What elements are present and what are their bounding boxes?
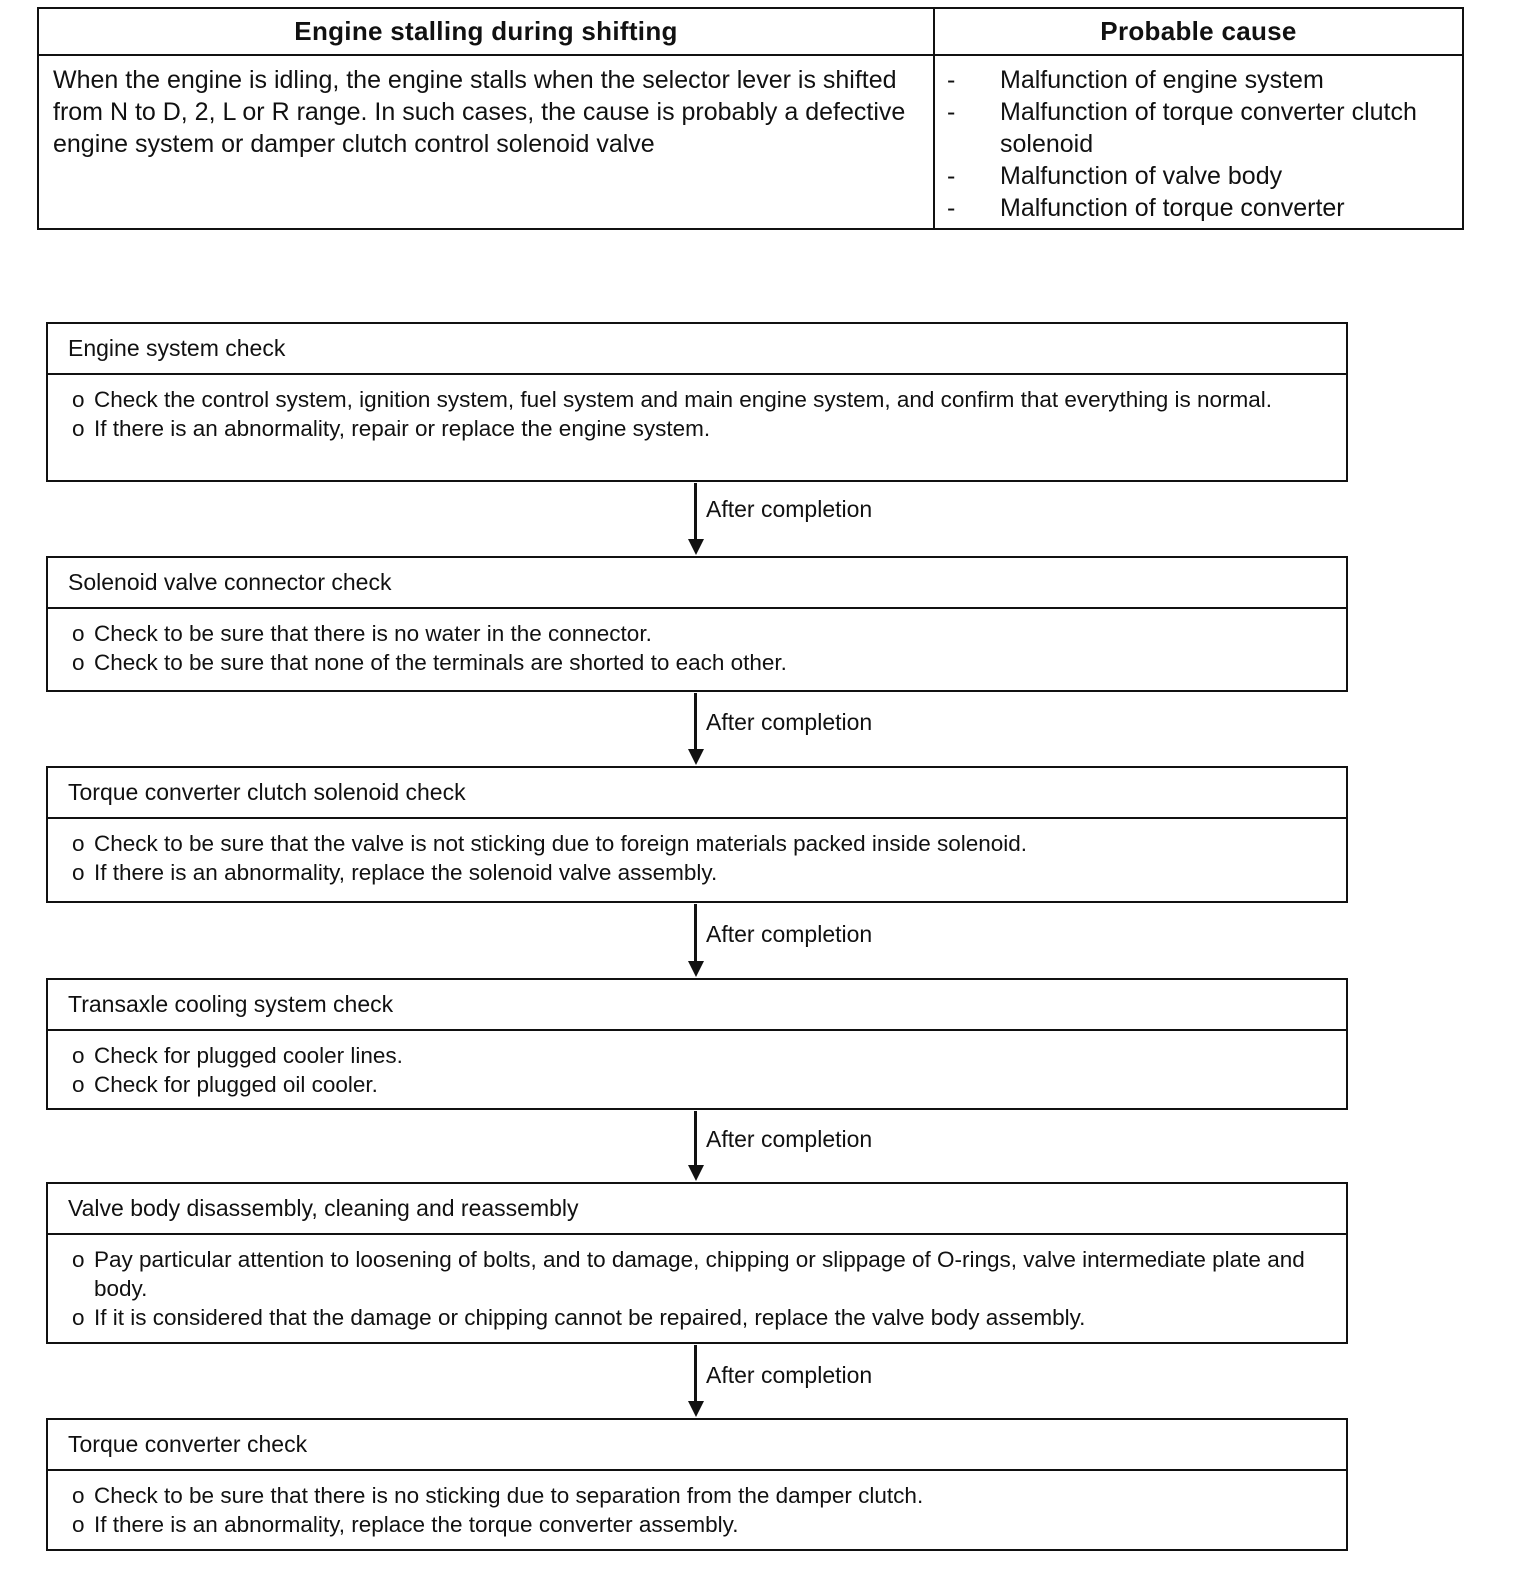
step-item: o Check for plugged oil cooler. — [72, 1070, 1306, 1099]
step-torque-converter-clutch-solenoid-check — [46, 766, 1348, 903]
step-engine-system-check — [46, 322, 1348, 482]
flow-arrow — [685, 693, 707, 765]
probable-cause-item: - Malfunction of valve body — [935, 160, 1462, 192]
step-item: o If there is an abnormality, repair or replace the engine system. — [72, 414, 1306, 443]
flow-arrow — [685, 1111, 707, 1181]
step-title: Torque converter clutch solenoid check — [48, 768, 1346, 819]
step-title: Torque converter check — [48, 1420, 1346, 1471]
step-title: Engine system check — [48, 324, 1346, 375]
step-item: o Pay particular attention to loosening of bolts, and to damage, chipping or slippage of O-rings, valve intermediate plate and body. — [72, 1245, 1306, 1303]
step-title: Solenoid valve connector check — [48, 558, 1346, 609]
step-transaxle-cooling-system-check — [46, 978, 1348, 1110]
connector-label: After completion — [706, 496, 873, 522]
probable-cause-item: - Malfunction of engine system — [935, 64, 1462, 96]
step-items — [48, 819, 1346, 887]
connector-label: After completion — [706, 709, 873, 735]
step-torque-converter-check — [46, 1418, 1348, 1551]
step-items — [48, 1031, 1346, 1099]
step-item: o Check to be sure that there is no water in the connector. — [72, 619, 1306, 648]
symptom-description: When the engine is idling, the engine stalls when the selector lever is shifted from N to D, 2, L or R range. In such cases, the cause is probably a defective engine system or damper clutch control solenoid valve — [39, 56, 935, 228]
step-items — [48, 609, 1346, 677]
step-title: Valve body disassembly, cleaning and reassembly — [48, 1184, 1346, 1235]
step-title: Transaxle cooling system check — [48, 980, 1346, 1031]
connector-label: After completion — [706, 1362, 873, 1388]
step-items — [48, 375, 1346, 443]
step-items — [48, 1471, 1346, 1539]
probable-cause-item: - Malfunction of torque converter clutch solenoid — [935, 96, 1462, 160]
flow-arrow — [685, 483, 707, 555]
symptom-header: Engine stalling during shifting — [39, 9, 935, 56]
step-solenoid-valve-connector-check — [46, 556, 1348, 692]
step-item: o If there is an abnormality, replace the solenoid valve assembly. — [72, 858, 1306, 887]
connector-label: After completion — [706, 1126, 873, 1152]
symptom-summary-table — [37, 7, 1464, 230]
flow-arrow — [685, 904, 707, 977]
step-item: o Check for plugged cooler lines. — [72, 1041, 1306, 1070]
probable-cause-header: Probable cause — [935, 9, 1462, 56]
step-items — [48, 1235, 1346, 1332]
step-item: o Check the control system, ignition system, fuel system and main engine system, and confirm that everything is normal. — [72, 385, 1306, 414]
step-item: o Check to be sure that none of the terminals are shorted to each other. — [72, 648, 1306, 677]
step-item: o If it is considered that the damage or chipping cannot be repaired, replace the valve body assembly. — [72, 1303, 1306, 1332]
probable-cause-item: - Malfunction of torque converter — [935, 192, 1462, 224]
flow-arrow — [685, 1345, 707, 1417]
step-item: o If there is an abnormality, replace the torque converter assembly. — [72, 1510, 1306, 1539]
step-valve-body-disassembly — [46, 1182, 1348, 1344]
step-item: o Check to be sure that the valve is not sticking due to foreign materials packed inside solenoid. — [72, 829, 1306, 858]
probable-cause-list — [935, 56, 1462, 228]
connector-label: After completion — [706, 921, 873, 947]
step-item: o Check to be sure that there is no sticking due to separation from the damper clutch. — [72, 1481, 1306, 1510]
